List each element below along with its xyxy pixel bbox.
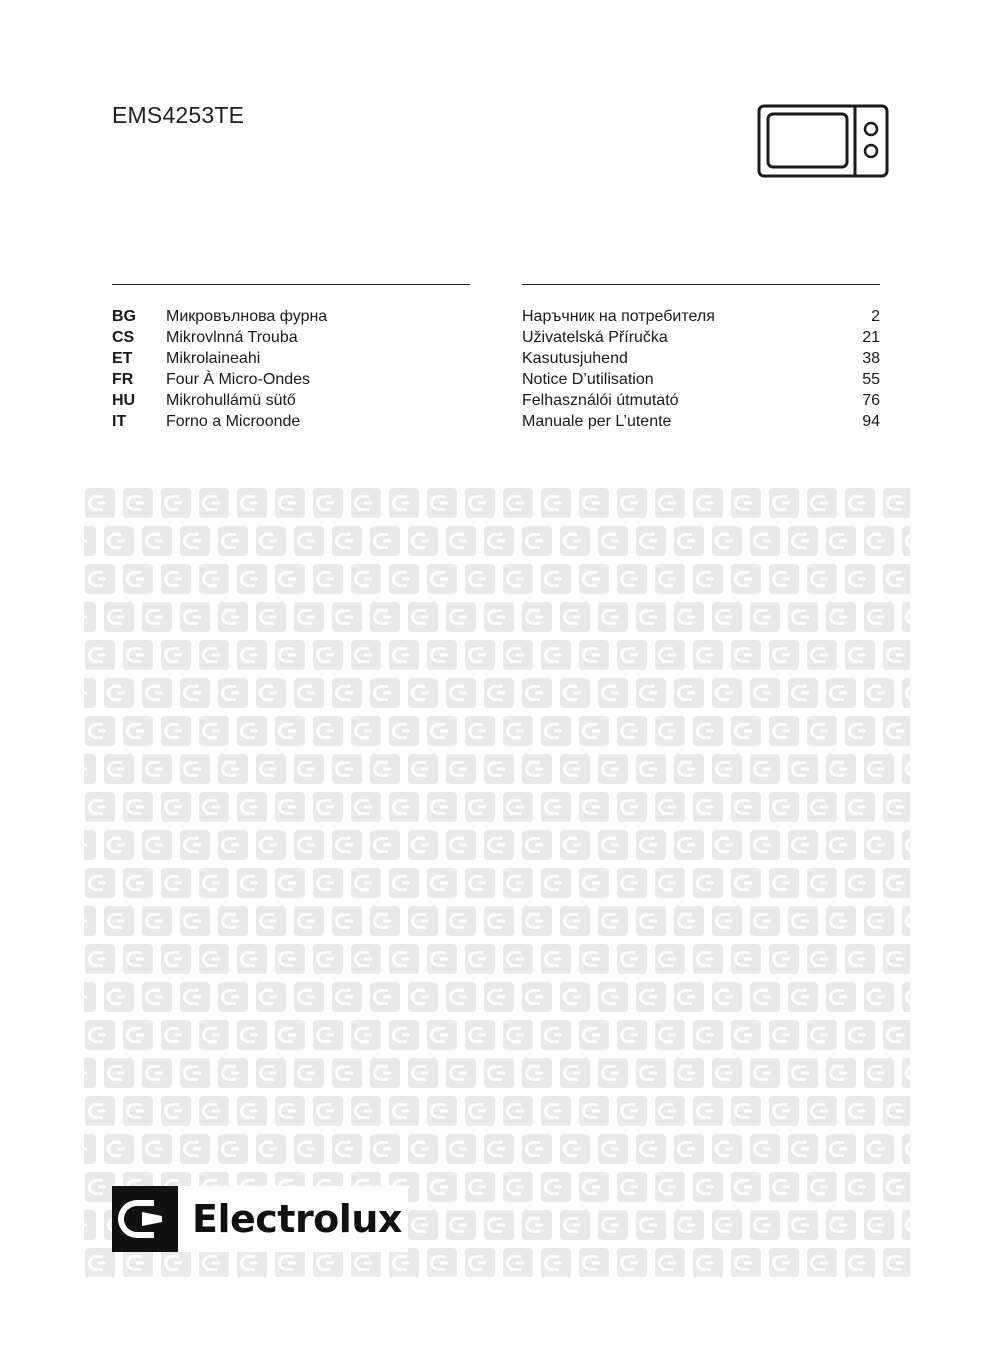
toc-row xyxy=(112,411,882,432)
toc-row xyxy=(112,369,882,390)
product-name: Four À Micro-Ondes xyxy=(166,371,311,388)
logo-pattern-background xyxy=(84,487,910,1277)
product-name: Mikrohullámü sütő xyxy=(166,392,296,409)
product-name: Forno a Microonde xyxy=(166,413,301,430)
page-number: 94 xyxy=(862,413,880,430)
electrolux-brand xyxy=(112,1186,408,1252)
page-number: 76 xyxy=(862,392,880,409)
electrolux-logo-icon xyxy=(112,1186,178,1252)
product-name: Микровълнова фурна xyxy=(166,308,328,325)
brand-wordmark: Electrolux xyxy=(192,1197,402,1241)
language-contents xyxy=(112,306,882,432)
divider-right xyxy=(522,284,880,285)
product-name: Mikrovlnná Trouba xyxy=(166,329,298,346)
page-number: 2 xyxy=(871,308,880,325)
manual-title: Kasutusjuhend xyxy=(522,350,628,367)
language-code: FR xyxy=(112,371,134,388)
language-code: HU xyxy=(112,392,136,409)
microwave-icon xyxy=(757,104,889,178)
manual-title: Uživatelská Příručka xyxy=(522,329,668,346)
page-number: 21 xyxy=(862,329,880,346)
toc-row xyxy=(112,327,882,348)
language-code: IT xyxy=(112,413,127,430)
manual-title: Manuale per L’utente xyxy=(522,413,672,430)
toc-row xyxy=(112,306,882,327)
page-number: 38 xyxy=(862,350,880,367)
manual-title: Felhasználói útmutató xyxy=(522,392,679,409)
page-number: 55 xyxy=(862,371,880,388)
language-code: CS xyxy=(112,329,135,346)
manual-title: Наръчник на потребителя xyxy=(522,308,715,325)
toc-row xyxy=(112,390,882,411)
language-code: BG xyxy=(112,308,136,325)
divider-left xyxy=(112,284,470,285)
toc-row xyxy=(112,348,882,369)
model-number: EMS4253TE xyxy=(112,102,245,128)
language-code: ET xyxy=(112,350,133,367)
manual-title: Notice D’utilisation xyxy=(522,371,654,388)
product-name: Mikrolaineahi xyxy=(166,350,261,367)
